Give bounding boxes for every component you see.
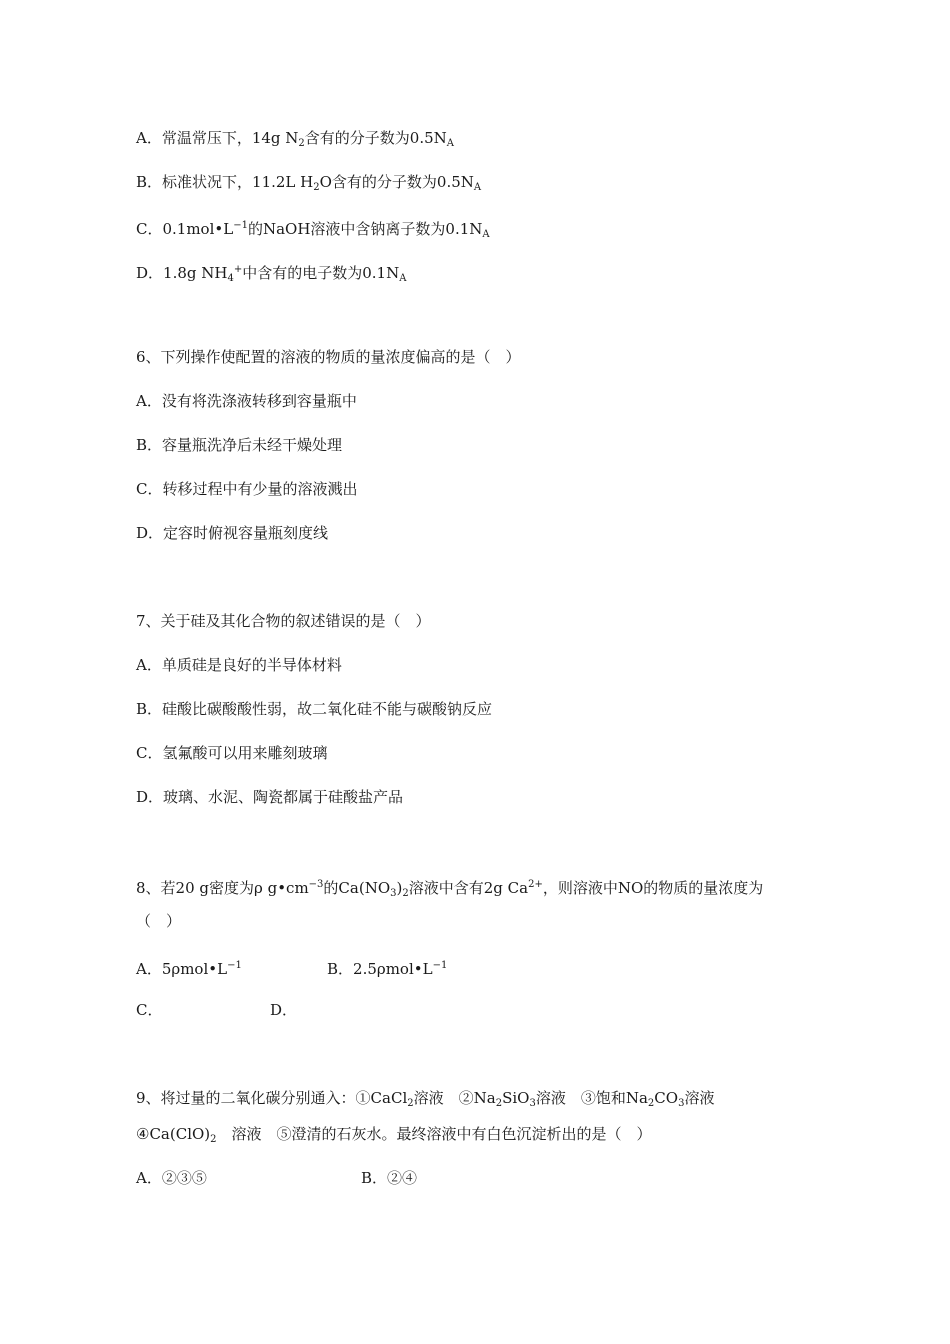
- q5-option-b: B．标准状况下，11.2L $H_2O$含有的分子数为$0.5N_A$: [136, 173, 482, 193]
- q7-option-b: B．硅酸比碳酸酸性弱，故二氧化硅不能与碳酸钠反应: [136, 700, 493, 718]
- q6-option-d: D．定容时俯视容量瓶刻度线: [136, 524, 329, 542]
- q8-option-a: A．$5\rho mol•L^{-1}$: [136, 960, 242, 978]
- q7-stem: 7、关于硅及其化合物的叙述错误的是（ ）: [136, 612, 431, 630]
- q9-option-b: B．②④: [361, 1169, 418, 1187]
- q6-option-b: B．容量瓶洗净后未经干燥处理: [136, 436, 343, 454]
- q6-option-c: C．转移过程中有少量的溶液溅出: [136, 480, 358, 498]
- q7-option-d: D．玻璃、水泥、陶瓷都属于硅酸盐产品: [136, 788, 404, 806]
- q7-option-a: A．单质硅是良好的半导体材料: [136, 656, 342, 674]
- q8-paren: （ ）: [136, 912, 182, 930]
- q5-option-c: C．$0.1mol•L^{-1}$的NaOH溶液中含钠离子数为$0.1N_A$: [136, 220, 490, 240]
- q8-option-d: D．: [270, 1001, 298, 1019]
- q6-stem: 6、下列操作使配置的溶液的物质的量浓度偏高的是（ ）: [136, 348, 521, 366]
- q9-stem-line2: $④Ca(ClO)_2$ 溶液 ⑤澄清的石灰水。最终溶液中有白色沉淀析出的是（ ）: [136, 1125, 652, 1145]
- q8-option-b: B．$2.5\rho mol•L^{-1}$: [327, 960, 448, 978]
- q9-stem-line1: 9、将过量的二氧化碳分别通入：①CaCl$_2$溶液 $②Na_2SiO_3$溶液 ③饱和$Na_2CO_3$溶液: [136, 1089, 715, 1109]
- q8-option-c: C．: [136, 1001, 163, 1019]
- q6-option-a: A．没有将洗涤液转移到容量瓶中: [136, 392, 357, 410]
- q5-option-a: A．常温常压下，14g $N_2$含有的分子数为$0.5N_A$: [136, 129, 455, 149]
- q5-option-d: D．1.8g $NH_4^+$中含有的电子数为$0.1N_A$: [136, 264, 407, 284]
- q8-stem: 8、若20 g密度为ρ $g•cm^{-3}$的$Ca(NO_3)_2$溶液中含有2g $Ca^{2+}$，则溶液中NO的物质的量浓度为: [136, 879, 764, 899]
- q9-option-a: A．②③⑤: [136, 1169, 207, 1187]
- q7-option-c: C．氢氟酸可以用来雕刻玻璃: [136, 744, 328, 762]
